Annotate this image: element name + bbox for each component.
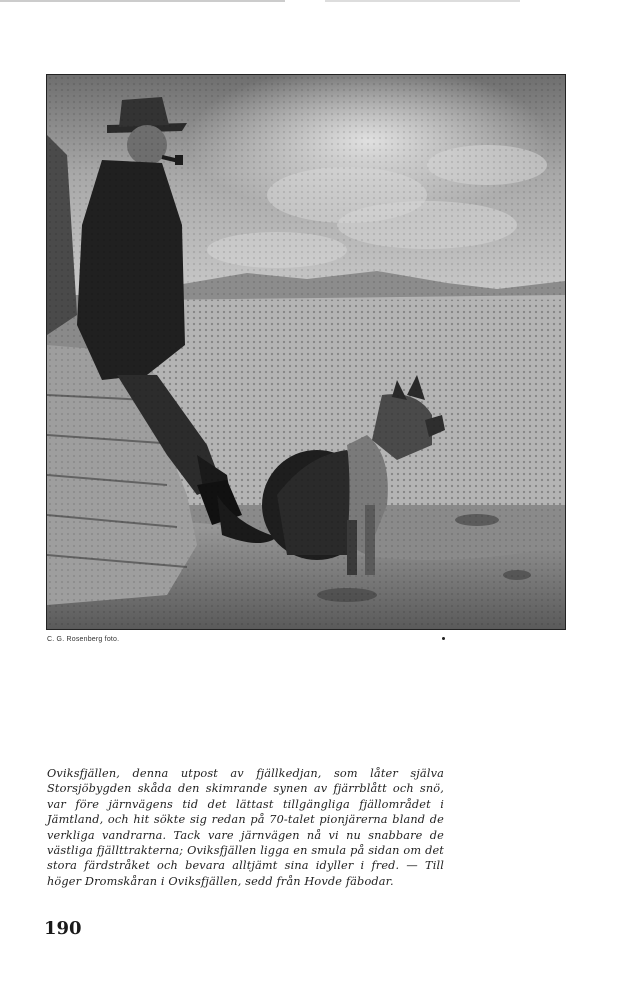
landscape-photograph	[46, 74, 566, 630]
print-speck	[442, 637, 445, 640]
top-edge-rule	[0, 0, 640, 3]
page-number: 190	[44, 918, 82, 939]
photo-credit: C. G. Rosenberg foto.	[47, 636, 120, 643]
photo-caption: Oviksfjällen, denna utpost av fjällkedjan, som låter själva Storsjöbygden skåda den skimrande synen av fjärrblått och snö, var före järnvägens tid det lättast tillgängliga fjällområdet i Jämtland, och hit sökte sig redan på 70-talet pionjärerna bland de verkliga vandrarna. Tack vare järnvägen nå vi nu snabbare de västliga fjällttrakterna; Oviksfjällen ligga en smula på sidan om det stora färdstråket och bevara alltjämt sina idyller i fred. — Till höger Dromskåran i Oviksfjällen, sedd från Hovde fäbodar.	[47, 767, 444, 888]
